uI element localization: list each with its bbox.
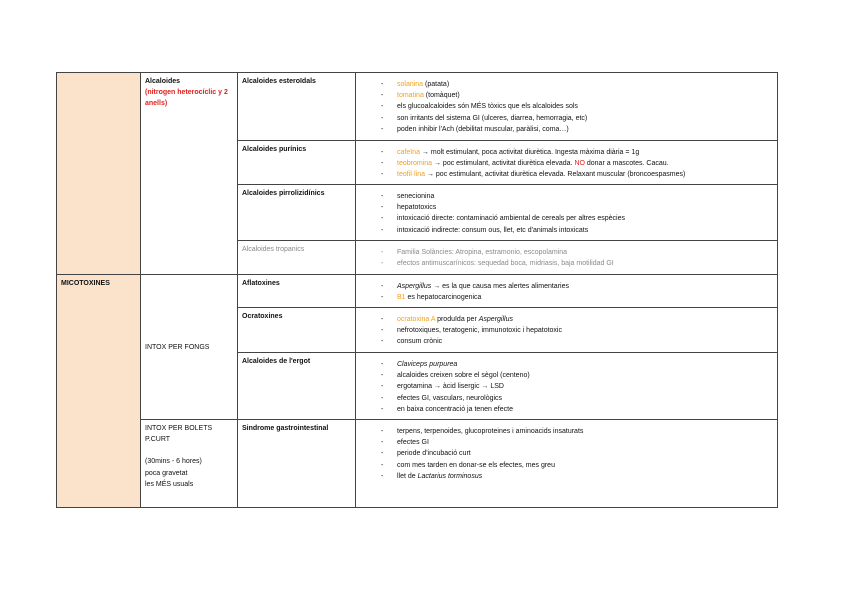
bullet-list bbox=[360, 281, 773, 303]
item-text: → poc estimulant, activitat diurètica elevada. Relaxant muscular (broncoespasmes) bbox=[425, 171, 686, 179]
item-text: ergotamina → àcid lisergic → LSD bbox=[397, 383, 504, 391]
item-text: produïda per bbox=[435, 316, 479, 323]
highlight-term: teofil·lina bbox=[397, 171, 426, 179]
list-item bbox=[360, 113, 773, 124]
table-row bbox=[57, 73, 778, 141]
category-label: MICOTOXINES bbox=[61, 280, 110, 287]
highlight-term: solanina bbox=[397, 81, 424, 88]
item-text: poden inhibir l'Ach (debilitat muscular, paràlisi, coma…) bbox=[397, 125, 569, 133]
highlight-term: cafeïna bbox=[397, 149, 420, 156]
table-row bbox=[57, 275, 778, 308]
bullet-list bbox=[360, 359, 773, 415]
subgroup-name: Alcaloides pirrolizidínics bbox=[238, 185, 356, 241]
subgroup-name: Sindrome gastrointestinal bbox=[238, 420, 356, 508]
list-item: - hepatotoxics bbox=[360, 202, 773, 213]
list-item bbox=[360, 90, 773, 101]
duration-text: (30mins - 6 hores) bbox=[145, 458, 202, 466]
frequency-text: les MÉS usuals bbox=[145, 480, 194, 488]
list-item bbox=[360, 124, 773, 135]
item-text: alcaloides creixen sobre el sègol (centeno) bbox=[397, 372, 530, 380]
highlight-term: teobromina bbox=[397, 160, 433, 168]
details-cell bbox=[356, 73, 778, 141]
item-text: en baixa concentració ja tenen efecte bbox=[397, 405, 513, 413]
item-text: son irritants del sistema GI (ulceres, diarrea, hemorragia, etc) bbox=[397, 114, 588, 122]
species-name: Aspergillus bbox=[478, 316, 513, 323]
category-cell-empty bbox=[57, 73, 141, 275]
species-name: Lactarius torminosus bbox=[417, 472, 483, 480]
item-text: terpens, terpenoides, glucoproteines i aminoacids insaturats bbox=[397, 428, 584, 435]
group-cell-alcaloides bbox=[141, 73, 238, 275]
category-cell-micotoxines bbox=[57, 275, 141, 508]
item-text: → molt estimulant, poca activitat diurètica. Ingesta màxima diària = 1g bbox=[419, 149, 640, 156]
list-item bbox=[360, 169, 773, 180]
list-item bbox=[360, 437, 773, 448]
spacer bbox=[145, 445, 233, 456]
list-item bbox=[360, 325, 773, 336]
list-item bbox=[360, 158, 773, 169]
list-item bbox=[360, 448, 773, 459]
details-cell bbox=[356, 241, 778, 275]
bullet-list bbox=[360, 426, 773, 482]
list-item bbox=[360, 314, 773, 325]
species-name: Claviceps purpurea bbox=[397, 361, 458, 368]
list-item bbox=[360, 336, 773, 347]
highlight-term: ocratoxina A bbox=[397, 316, 436, 323]
list-item bbox=[360, 359, 773, 370]
group-label: INTOX PER FONGS bbox=[145, 343, 210, 351]
list-item bbox=[360, 381, 773, 392]
list-item bbox=[360, 101, 773, 112]
group-label: INTOX PER BOLETS bbox=[145, 425, 213, 432]
bullet-list bbox=[360, 79, 773, 135]
details-cell bbox=[356, 308, 778, 353]
subgroup-name: Aflatoxines bbox=[238, 275, 356, 308]
highlight-term: B1 bbox=[397, 294, 406, 302]
list-item bbox=[360, 370, 773, 381]
list-item: - efectos antimuscarínicos: sequedad boca, midriasis, baja motilidad GI bbox=[360, 258, 773, 269]
item-text: efectes GI bbox=[397, 439, 429, 447]
highlight-term: tomatina bbox=[397, 92, 424, 100]
item-text: com mes tarden en donar-se els efectes, mes greu bbox=[397, 461, 555, 469]
group-title: Alcaloides bbox=[145, 78, 181, 85]
group-cell-bolets bbox=[141, 420, 238, 508]
item-text: (patata) bbox=[423, 81, 450, 88]
details-cell bbox=[356, 141, 778, 185]
item-text: (tomàquet) bbox=[423, 92, 460, 100]
toxicology-table bbox=[56, 72, 778, 508]
item-text: els glucoalcaloides són MÉS tòxics que els alcaloides sols bbox=[397, 103, 578, 111]
item-text: periode d'incubació curt bbox=[397, 450, 471, 458]
item-text: efectes GI, vasculars, neurològics bbox=[397, 394, 503, 402]
list-item: - senecionina bbox=[360, 191, 773, 202]
species-name: Aspergillus bbox=[397, 283, 432, 290]
item-text: es hepatocarcinogenica bbox=[405, 294, 482, 302]
details-cell bbox=[356, 420, 778, 508]
table-row bbox=[57, 420, 778, 508]
list-item bbox=[360, 79, 773, 90]
item-text: → es la que causa mes alertes alimentaries bbox=[431, 283, 569, 290]
item-text: → poc estimulant, activitat diurètica elevada. bbox=[432, 160, 575, 168]
bullet-list bbox=[360, 191, 773, 236]
details-cell bbox=[356, 185, 778, 241]
group-cell-fongs bbox=[141, 275, 238, 420]
subgroup-name: Alcaloides esteroïdals bbox=[238, 73, 356, 141]
list-item bbox=[360, 471, 773, 482]
subgroup-name: Alcaloides purínics bbox=[238, 141, 356, 185]
list-item bbox=[360, 393, 773, 404]
subgroup-name: Alcaloides tropanics bbox=[238, 241, 356, 275]
list-item bbox=[360, 460, 773, 471]
bullet-list bbox=[360, 147, 773, 181]
list-item: - intoxicació directe: contaminació ambiental de cereals per altres espècies bbox=[360, 213, 773, 224]
list-item bbox=[360, 426, 773, 437]
list-item: - intoxicació indirecte: consum ous, llet, etc d'animals intoxicats bbox=[360, 225, 773, 236]
details-cell bbox=[356, 353, 778, 420]
list-item: - Familia Solàncies: Atropina, estramonio, escopolamina bbox=[360, 247, 773, 258]
warning-text: NO bbox=[574, 160, 585, 168]
item-text: nefrotoxiques, teratogenic, immunotoxic i hepatotoxic bbox=[397, 327, 562, 335]
bullet-list bbox=[360, 314, 773, 348]
bullet-list bbox=[360, 247, 773, 269]
group-subtitle: (nitrogen heterocíclic y 2 anells) bbox=[145, 89, 228, 108]
item-text: donar a mascotes. Cacau. bbox=[584, 160, 669, 168]
item-text: llet de bbox=[397, 472, 418, 480]
gravity-text: poca gravetat bbox=[145, 469, 188, 477]
list-item bbox=[360, 281, 773, 292]
list-item bbox=[360, 292, 773, 303]
group-label: P.CURT bbox=[145, 436, 171, 444]
subgroup-name: Ocratoxines bbox=[238, 308, 356, 353]
list-item bbox=[360, 147, 773, 158]
subgroup-name: Alcaloides de l'ergot bbox=[238, 353, 356, 420]
list-item bbox=[360, 404, 773, 415]
item-text: consum crònic bbox=[397, 338, 443, 346]
details-cell bbox=[356, 275, 778, 308]
